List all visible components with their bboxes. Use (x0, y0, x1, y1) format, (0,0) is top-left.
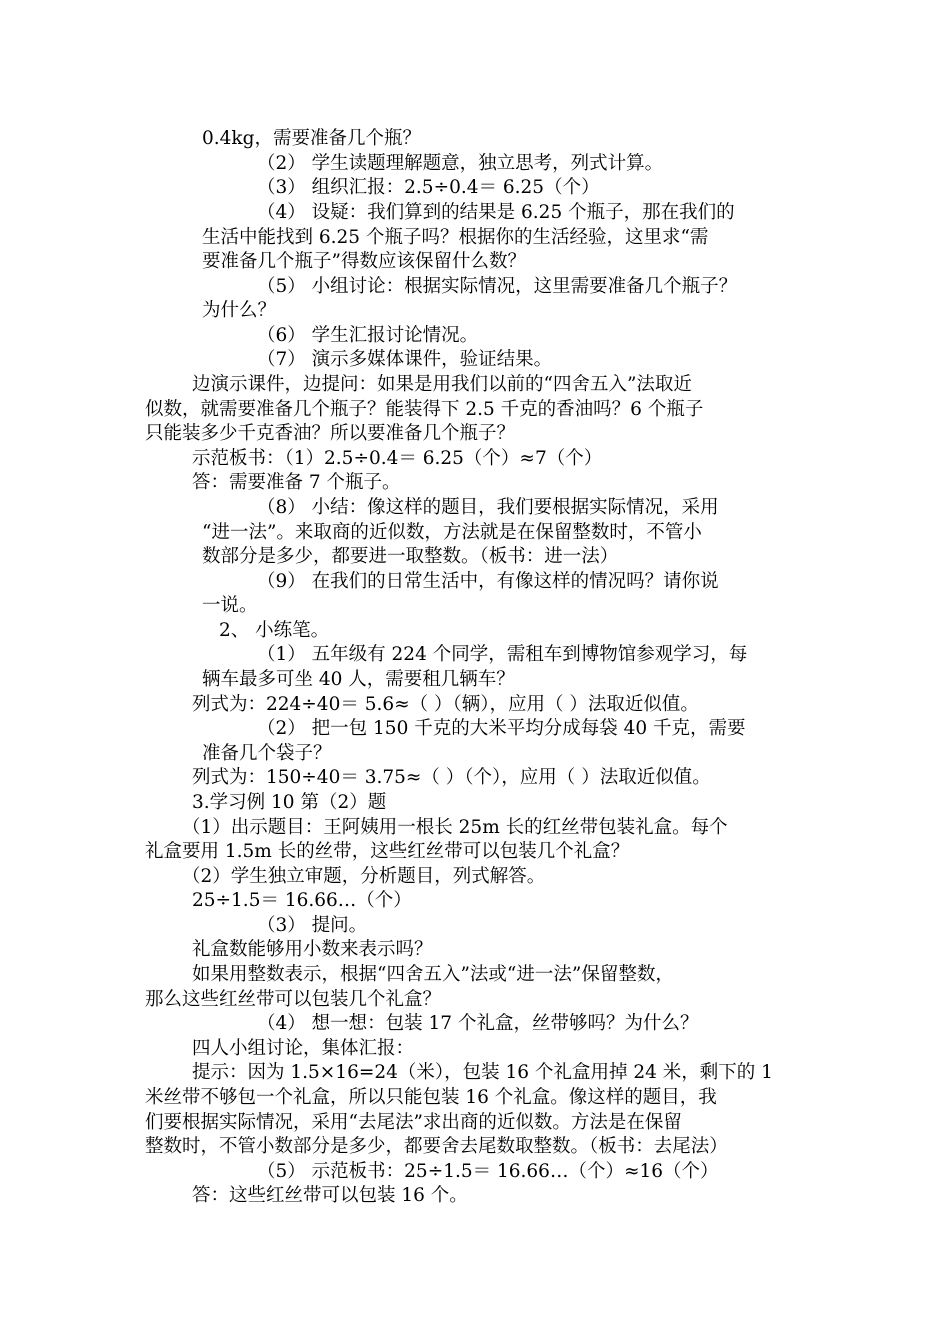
text-line: （6） 学生汇报讨论情况。 (257, 325, 479, 346)
text-line: 提示：因为 1.5×16=24（米），包装 16 个礼盒用掉 24 米，剩下的 1 (192, 1062, 773, 1083)
section-heading: 2、 小练笔。 (219, 620, 330, 641)
text-line: （8） 小结：像这样的题目，我们要根据实际情况，采用 (257, 497, 719, 518)
text-line: 辆车最多可坐 40 人，需要租几辆车？ (202, 669, 515, 690)
text-line: 要准备几个瓶子”得数应该保留什么数？ (202, 251, 526, 272)
text-line: （4） 设疑：我们算到的结果是 6.25 个瓶子，那在我们的 (257, 202, 735, 223)
text-line: （2）学生独立审题，分析题目，列式解答。 (182, 866, 546, 887)
text-line: 们要根据实际情况，采用“去尾法”求出商的近似数。方法是在保留 (145, 1112, 682, 1133)
text-line: （1） 五年级有 224 个同学，需租车到博物馆参观学习，每 (257, 644, 748, 665)
text-line: 礼盒数能够用小数来表示吗？ (192, 939, 433, 960)
text-line: 只能装多少千克香油？所以要准备几个瓶子？ (145, 423, 516, 444)
text-line: 米丝带不够包一个礼盒，所以只能包装 16 个礼盒。像这样的题目，我 (145, 1087, 717, 1108)
text-line: 整数时，不管小数部分是多少，都要舍去尾数取整数。（板书：去尾法） (145, 1136, 728, 1157)
text-line: （4） 想一想：包装 17 个礼盒，丝带够吗？为什么？ (257, 1013, 699, 1034)
text-line: 列式为：224÷40＝ 5.6≈（ ）（辆），应用（ ）法取近似值。 (192, 694, 699, 715)
text-line: 示范板书：（1）2.5÷0.4＝ 6.25（个）≈7（个） (192, 448, 603, 469)
text-line: 数部分是多少，都要进一取整数。（板书：进一法） (202, 546, 619, 567)
text-line: （2） 把一包 150 千克的大米平均分成每袋 40 千克，需要 (257, 718, 746, 739)
section-heading: 3.学习例 10 第（2）题 (192, 792, 387, 813)
text-line: 答：这些红丝带可以包装 16 个。 (192, 1185, 468, 1206)
text-line: 如果用整数表示，根据“四舍五入”法或“进一法”保留整数， (192, 964, 674, 985)
text-line: 25÷1.5＝ 16.66…（个） (192, 890, 412, 911)
text-line: （5） 示范板书：25÷1.5＝ 16.66…（个）≈16（个） (257, 1161, 719, 1182)
text-line: （3） 提问。 (257, 915, 368, 936)
text-line: 为什么？ (202, 300, 277, 321)
text-line: （2） 学生读题理解题意，独立思考，列式计算。 (257, 153, 664, 174)
text-line: （7） 演示多媒体课件，验证结果。 (257, 349, 553, 370)
text-line: 四人小组讨论，集体汇报： (192, 1038, 415, 1059)
text-line: 礼盒要用 1.5m 长的丝带，这些红丝带可以包装几个礼盒？ (145, 841, 630, 862)
text-line: 一说。 (202, 595, 258, 616)
text-line: “进一法”。来取商的近似数，方法就是在保留整数时，不管小 (202, 522, 702, 543)
text-line: 似数，就需要准备几个瓶子？能装得下 2.5 千克的香油吗？6 个瓶子 (145, 399, 704, 420)
text-line: 0.4kg，需要准备几个瓶？ (202, 128, 421, 149)
text-line: （1）出示题目：王阿姨用一根长 25m 长的红丝带包装礼盒。每个 (182, 817, 728, 838)
text-line: （9） 在我们的日常生活中，有像这样的情况吗？请你说 (257, 571, 719, 592)
text-line: 边演示课件，边提问：如果是用我们以前的“四舍五入”法取近 (192, 374, 692, 395)
text-line: 列式为：150÷40＝ 3.75≈（ ）（个），应用（ ）法取近似值。 (192, 767, 711, 788)
text-line: 答：需要准备 7 个瓶子。 (192, 472, 401, 493)
text-line: （3） 组织汇报：2.5÷0.4＝ 6.25（个） (257, 177, 600, 198)
text-line: 那么这些红丝带可以包装几个礼盒？ (145, 989, 442, 1010)
text-line: 生活中能找到 6.25 个瓶子吗？根据你的生活经验，这里求“需 (202, 227, 709, 248)
text-line: 准备几个袋子？ (202, 743, 332, 764)
text-line: （5） 小组讨论：根据实际情况，这里需要准备几个瓶子？ (257, 276, 738, 297)
